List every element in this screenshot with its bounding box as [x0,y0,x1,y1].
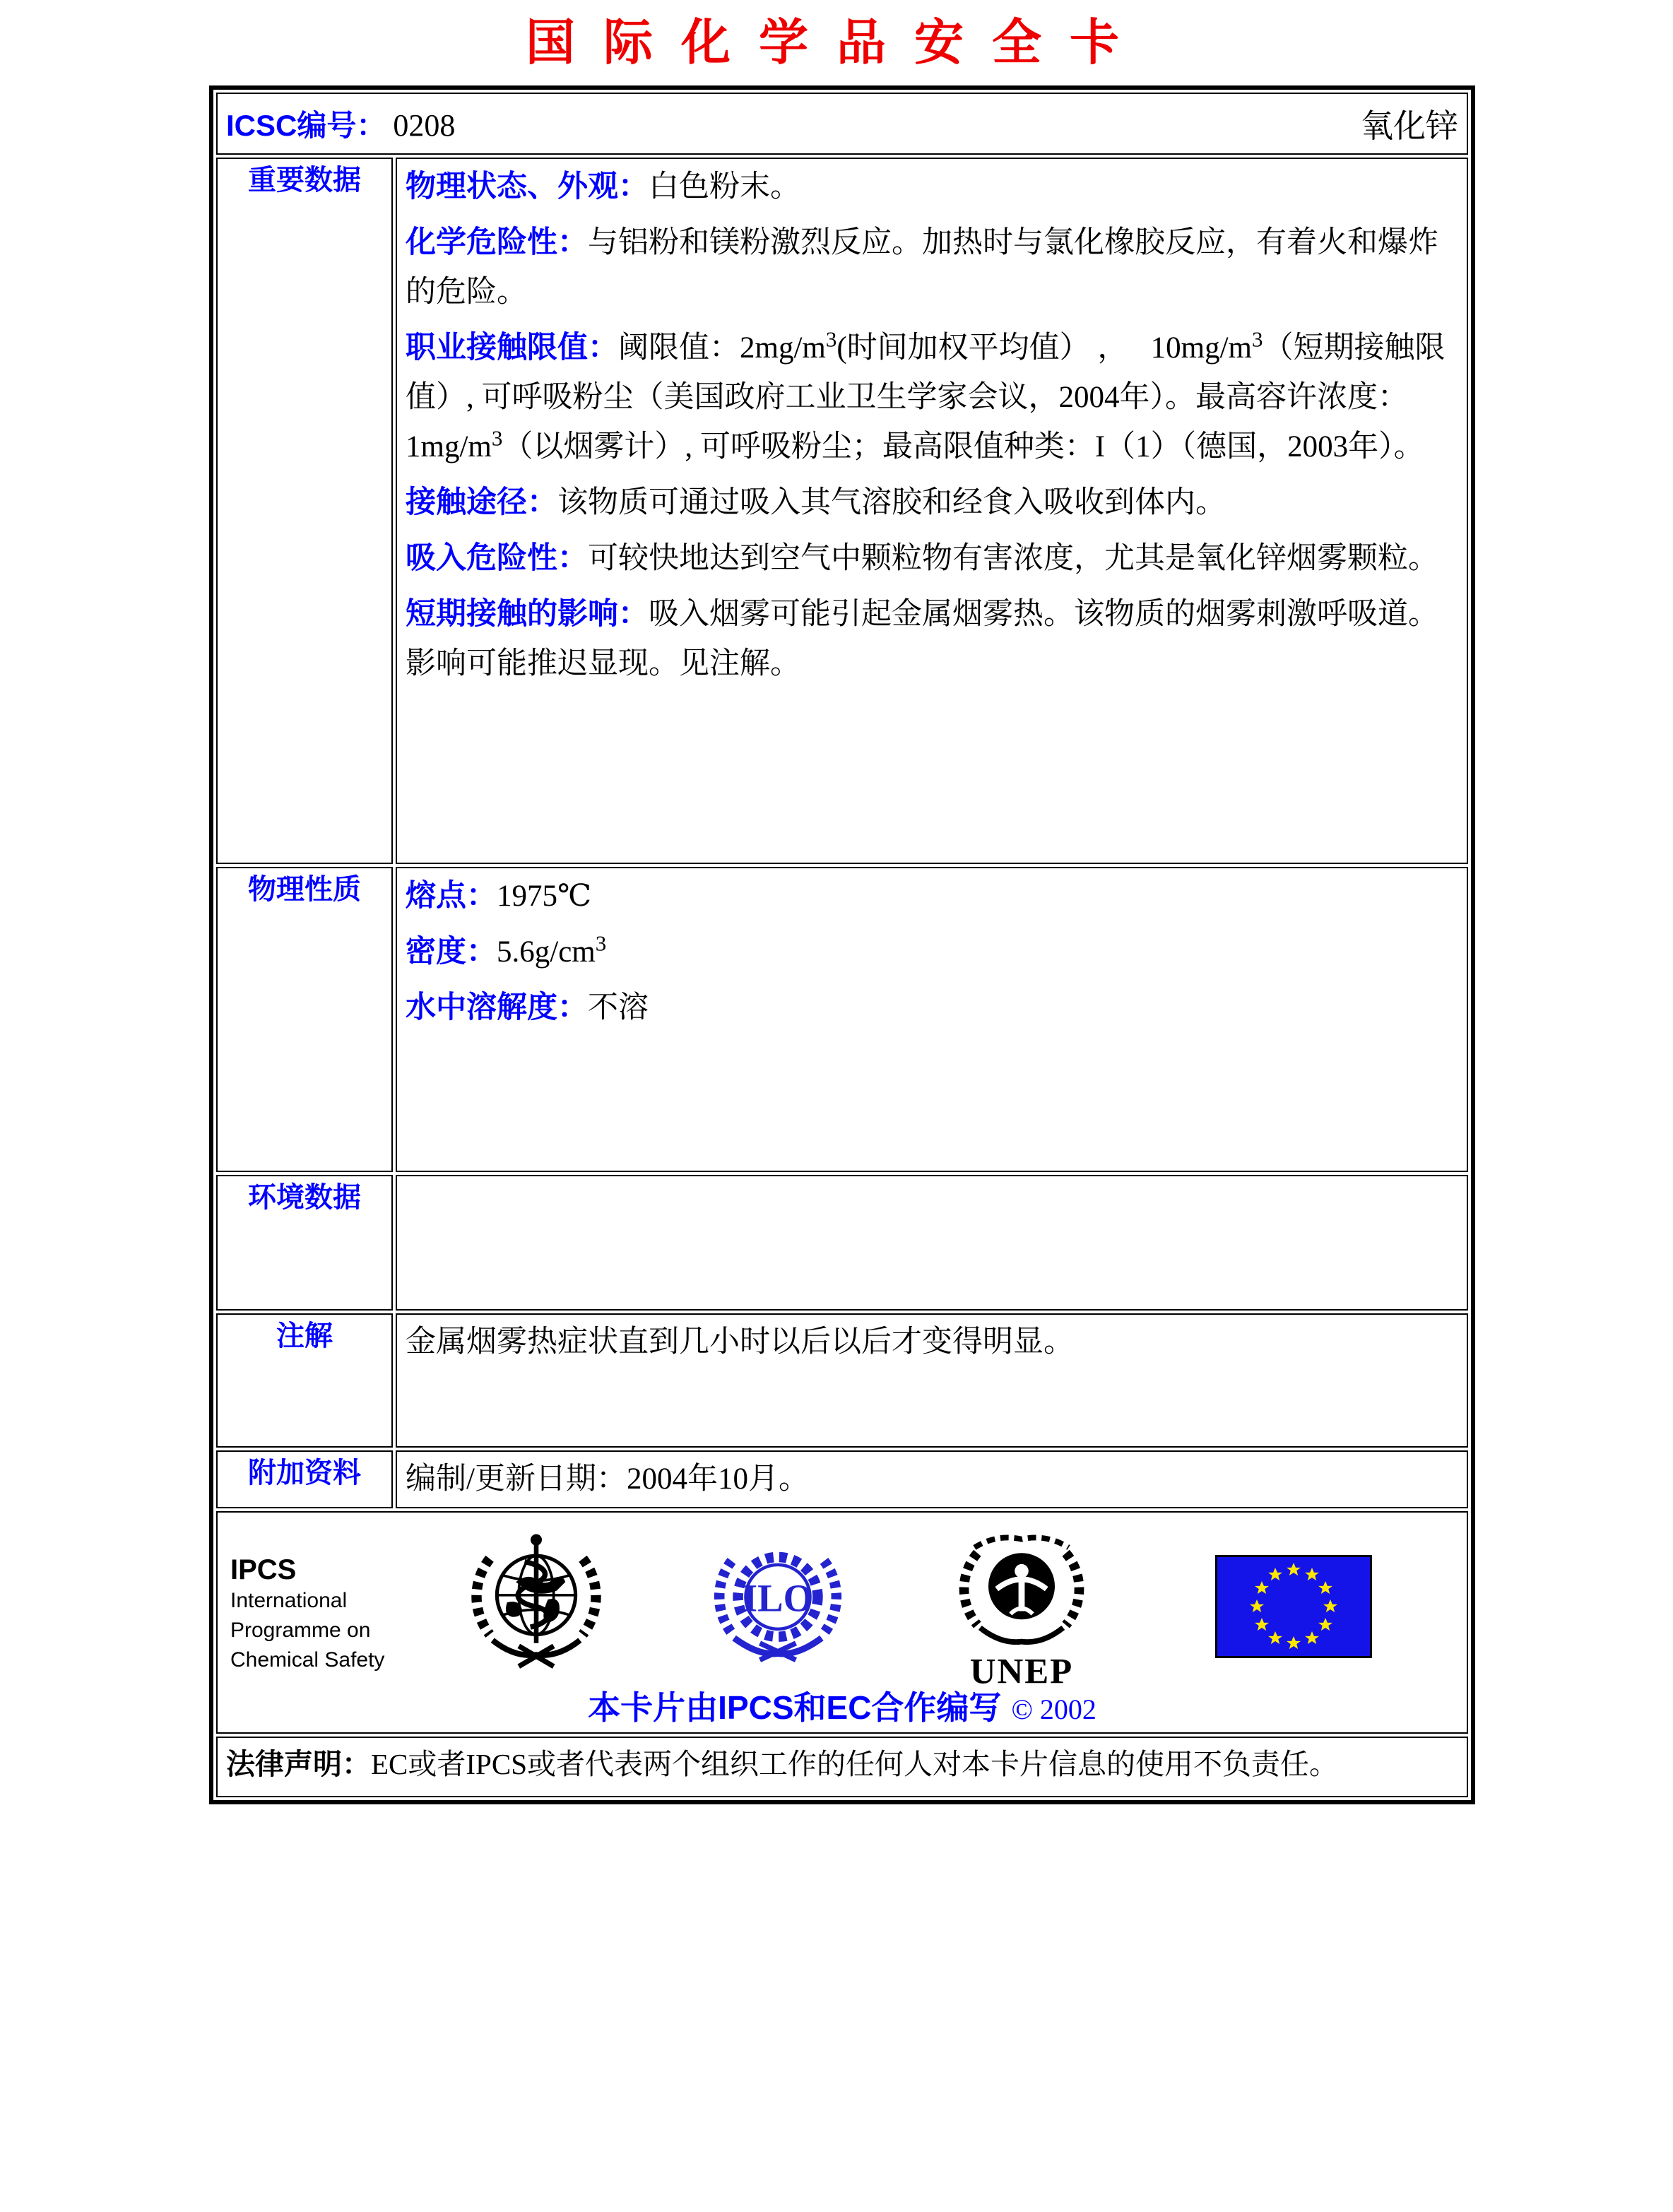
page-title: 国际化学品安全卡 [526,16,1147,71]
field-label: 物理状态、外观： [406,170,649,203]
physical-properties-content [396,867,1468,1172]
row-label-important-data: 重要数据 [216,158,393,864]
header-cell [216,93,1468,155]
field-row: 水中溶解度：不溶 [406,990,649,1024]
row-label-physical-properties: 物理性质 [216,867,393,1172]
icsc-number-label: ICSC编号： [226,109,386,142]
additional-info-content: 编制/更新日期：2004年10月。 [396,1450,1468,1508]
ipcs-title: IPCS [230,1554,297,1585]
field-row: 接触途径：该物质可通过吸入其气溶胶和经食入吸收到体内。 [406,485,1226,519]
field-row: 物理状态、外观：白色粉末。 [406,170,800,203]
copyright-text: © 2002 [1011,1693,1096,1725]
ilo-logo-text: ILO [742,1576,814,1620]
unep-logo-icon [952,1528,1091,1694]
field-row: 熔点：1975℃ [406,879,592,913]
logos-cell [216,1511,1468,1734]
ipcs-line-2: Programme on [230,1619,371,1642]
row-label-additional-info: 附加资料 [216,1450,393,1508]
field-label: 化学危险性： [406,225,588,259]
field-label: 接触途径： [406,485,557,519]
row-important-data [216,158,1468,864]
unep-logo-text: UNEP [969,1652,1074,1692]
ilo-logo-icon [714,1535,842,1664]
field-row: 短期接触的影响：吸入烟雾可能引起金属烟雾热。该物质的烟雾刺激呼吸道。影响可能推迟显现。见注解。 [406,597,1438,680]
field-row: 职业接触限值：阈限值：$2mg/m^3$(时间加权平均值） ， $10mg/m^3$（短期接触限值）, 可呼吸粉尘（美国政府工业卫生学家会议，2004年）。最高容许浓度：$1mg/m^3$（以烟雾计）, 可呼吸粉尘；最高限值种类：I（1）（德国，2003年）。 [406,326,1446,463]
credit-text: 本卡片由IPCS和EC合作编写 [588,1689,1002,1726]
environmental-data-content [396,1175,1468,1311]
field-row: 吸入危险性：可较快地达到空气中颗粒物有害浓度，尤其是氧化锌烟雾颗粒。 [406,541,1438,575]
row-additional-info [216,1450,1468,1508]
row-label-notes: 注解 [216,1313,393,1448]
legal-cell [216,1737,1468,1797]
field-row: 密度：$5.6g/cm^3$ [406,930,607,969]
field-label: 熔点： [406,879,497,913]
ipcs-line-3: Chemical Safety [230,1648,385,1672]
ipcs-line-1: International [230,1589,348,1612]
field-row: 化学危险性：与铝粉和镁粉激烈反应。加热时与氯化橡胶反应，有着火和爆炸的危险。 [406,225,1438,309]
row-environmental-data [216,1175,1468,1311]
field-label: 吸入危险性： [406,541,588,575]
legal-text: EC或者IPCS或者代表两个组织工作的任何人对本卡片信息的使用不负责任。 [371,1748,1338,1780]
field-label: 职业接触限值： [406,331,618,365]
icsc-number-group [226,102,455,145]
legal-label: 法律声明： [226,1748,371,1780]
eu-flag-icon [1215,1555,1372,1658]
row-legal [216,1737,1468,1797]
chemical-name: 氧化锌 [1361,108,1458,144]
field-label: 短期接触的影响： [406,597,649,631]
field-label: 密度： [406,935,497,969]
row-physical-properties [216,867,1468,1172]
row-notes [216,1313,1468,1448]
ipcs-text-block [230,1554,384,1675]
row-header [216,93,1468,155]
who-logo-icon [463,1527,609,1672]
icsc-number-value: 0208 [393,108,456,143]
notes-content: 金属烟雾热症状直到几小时以后以后才变得明显。 [396,1313,1468,1448]
field-label: 水中溶解度： [406,990,588,1024]
row-logos [216,1511,1468,1734]
row-label-environmental-data: 环境数据 [216,1175,393,1311]
important-data-content [396,158,1468,864]
credit-line [218,1682,1467,1729]
icsc-card-table [209,85,1475,1804]
